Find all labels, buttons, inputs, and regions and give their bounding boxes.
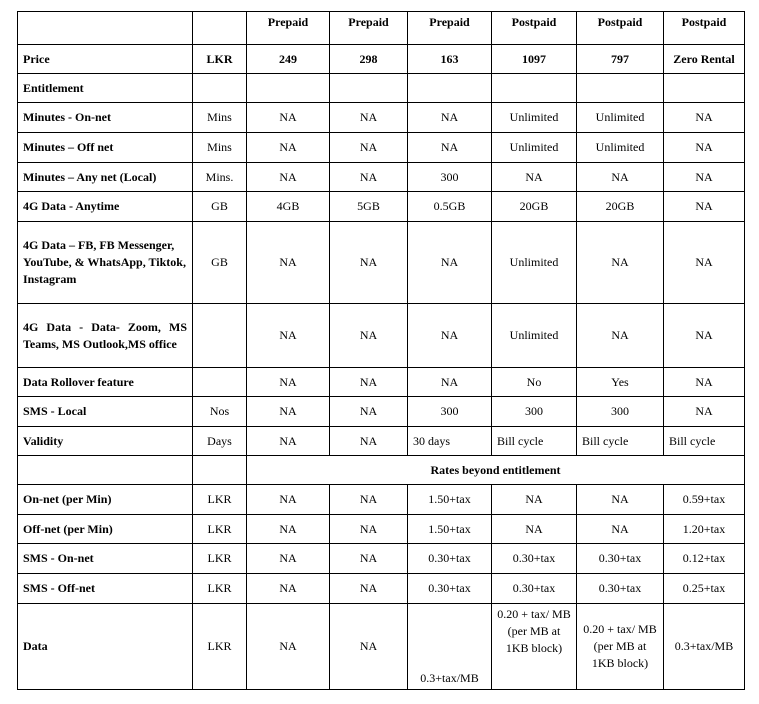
cell-value: Unlimited (492, 103, 577, 133)
cell-value: NA (247, 397, 330, 427)
cell-value: 20GB (577, 192, 664, 222)
row-label: SMS - On-net (18, 544, 193, 574)
cell-value: NA (408, 304, 492, 368)
cell-value: 1097 (492, 45, 577, 74)
cell-value: NA (330, 427, 408, 456)
section-row (18, 74, 745, 103)
section-label: Entitlement (18, 74, 193, 103)
cell-value: No (492, 368, 577, 397)
row-unit: LKR (193, 45, 247, 74)
cell-value: NA (247, 304, 330, 368)
cell-value: NA (247, 485, 330, 515)
cell-value: NA (247, 163, 330, 192)
cell-value: NA (492, 515, 577, 544)
cell-value: NA (408, 133, 492, 163)
cell-value: NA (330, 163, 408, 192)
cell-value: NA (247, 544, 330, 574)
cell-value: NA (247, 574, 330, 604)
cell-value: 163 (408, 45, 492, 74)
table-row (18, 397, 745, 427)
cell-value: Unlimited (492, 133, 577, 163)
cell-value: Bill cycle (577, 427, 664, 456)
row-label: 4G Data – FB, FB Messenger, YouTube, & WhatsApp, Tiktok, Instagram (18, 222, 193, 304)
cell-value: 4GB (247, 192, 330, 222)
cell-value: NA (408, 222, 492, 304)
cell-value: 0.30+tax (577, 544, 664, 574)
cell-value: 797 (577, 45, 664, 74)
row-unit: GB (193, 192, 247, 222)
cell-value: 1.50+tax (408, 485, 492, 515)
table-row (18, 515, 745, 544)
cell-value: NA (492, 163, 577, 192)
row-label (18, 456, 193, 485)
cell-value: 0.25+tax (664, 574, 745, 604)
cell-value: NA (330, 368, 408, 397)
cell-value: Bill cycle (664, 427, 745, 456)
cell-value: 1.50+tax (408, 515, 492, 544)
cell-value: Unlimited (577, 133, 664, 163)
cell-value: NA (247, 604, 330, 690)
table-row (18, 45, 745, 74)
table-row (18, 427, 745, 456)
cell-value: NA (577, 222, 664, 304)
plan-header: Prepaid (247, 12, 330, 45)
cell-value: NA (330, 574, 408, 604)
row-unit: LKR (193, 544, 247, 574)
cell-value: NA (330, 103, 408, 133)
table-row (18, 192, 745, 222)
cell-value: NA (408, 103, 492, 133)
cell-value: NA (330, 544, 408, 574)
cell-value: NA (247, 222, 330, 304)
cell-value: Bill cycle (492, 427, 577, 456)
empty-cell (247, 74, 330, 103)
cell-value: Zero Rental (664, 45, 745, 74)
cell-value: NA (330, 222, 408, 304)
row-unit: GB (193, 222, 247, 304)
cell-value: NA (577, 485, 664, 515)
cell-value: 0.30+tax (577, 574, 664, 604)
cell-value: 30 days (408, 427, 492, 456)
row-label: Data Rollover feature (18, 368, 193, 397)
row-unit: Mins. (193, 163, 247, 192)
plan-header: Prepaid (408, 12, 492, 45)
row-label: Minutes – Off net (18, 133, 193, 163)
cell-value: 249 (247, 45, 330, 74)
row-unit: LKR (193, 515, 247, 544)
cell-value: 0.5GB (408, 192, 492, 222)
cell-value: 5GB (330, 192, 408, 222)
table-row (18, 222, 745, 304)
row-unit: Nos (193, 397, 247, 427)
cell-value: NA (577, 304, 664, 368)
row-unit (193, 456, 247, 485)
cell-value: NA (330, 133, 408, 163)
cell-value: Yes (577, 368, 664, 397)
cell-value: NA (664, 368, 745, 397)
row-unit: LKR (193, 604, 247, 690)
cell-value: NA (330, 304, 408, 368)
empty-cell (664, 74, 745, 103)
cell-value: 0.3+tax/MB (408, 604, 492, 690)
row-label: Minutes - On-net (18, 103, 193, 133)
cell-value: 1.20+tax (664, 515, 745, 544)
row-label: Minutes – Any net (Local) (18, 163, 193, 192)
plan-header: Postpaid (577, 12, 664, 45)
tariff-table (17, 11, 745, 690)
row-label: SMS - Local (18, 397, 193, 427)
cell-value: Unlimited (577, 103, 664, 133)
cell-value: Unlimited (492, 304, 577, 368)
cell-value: NA (664, 192, 745, 222)
cell-value: 300 (408, 163, 492, 192)
cell-value: NA (247, 368, 330, 397)
empty-cell (577, 74, 664, 103)
empty-cell (492, 74, 577, 103)
cell-value: NA (330, 604, 408, 690)
table-row (18, 133, 745, 163)
cell-value: NA (330, 397, 408, 427)
empty-cell (330, 74, 408, 103)
header-blank-label (18, 12, 193, 45)
row-unit: LKR (193, 574, 247, 604)
row-label: Validity (18, 427, 193, 456)
cell-value: NA (664, 397, 745, 427)
cell-value: NA (408, 368, 492, 397)
cell-value: 0.30+tax (492, 544, 577, 574)
cell-value: 0.3+tax/MB (664, 604, 745, 690)
row-label: SMS - Off-net (18, 574, 193, 604)
table-row (18, 103, 745, 133)
row-unit: Days (193, 427, 247, 456)
cell-value: NA (664, 133, 745, 163)
cell-value: 300 (577, 397, 664, 427)
cell-value: 0.20 + tax/ MB (per MB at 1KB block) (577, 604, 664, 690)
table-row (18, 368, 745, 397)
row-label: Off-net (per Min) (18, 515, 193, 544)
cell-value: NA (577, 163, 664, 192)
cell-value: NA (247, 133, 330, 163)
row-label: 4G Data - Data- Zoom, MS Teams, MS Outlook,MS office (18, 304, 193, 368)
cell-value: 0.59+tax (664, 485, 745, 515)
cell-value: 20GB (492, 192, 577, 222)
row-label: 4G Data - Anytime (18, 192, 193, 222)
row-label: Data (18, 604, 193, 690)
cell-value: Unlimited (492, 222, 577, 304)
row-label: On-net (per Min) (18, 485, 193, 515)
cell-value: 0.12+tax (664, 544, 745, 574)
plan-header: Postpaid (492, 12, 577, 45)
cell-value: 298 (330, 45, 408, 74)
cell-value: 0.30+tax (492, 574, 577, 604)
table-row (18, 163, 745, 192)
cell-value: 300 (408, 397, 492, 427)
plan-header: Prepaid (330, 12, 408, 45)
cell-value: NA (247, 103, 330, 133)
cell-value: 0.30+tax (408, 574, 492, 604)
empty-cell (408, 74, 492, 103)
section-title: Rates beyond entitlement (247, 456, 745, 485)
cell-value: NA (247, 427, 330, 456)
cell-value: NA (664, 103, 745, 133)
cell-value: 300 (492, 397, 577, 427)
cell-value: NA (330, 485, 408, 515)
table-row (18, 544, 745, 574)
cell-value: 0.30+tax (408, 544, 492, 574)
cell-value: NA (577, 515, 664, 544)
row-unit: Mins (193, 133, 247, 163)
row-unit: Mins (193, 103, 247, 133)
section-row (18, 456, 745, 485)
cell-value: NA (492, 485, 577, 515)
cell-value: 0.20 + tax/ MB (per MB at 1KB block) (492, 604, 577, 690)
plan-header: Postpaid (664, 12, 745, 45)
header-blank-unit (193, 12, 247, 45)
cell-value: NA (664, 163, 745, 192)
cell-value: NA (330, 515, 408, 544)
row-unit (193, 368, 247, 397)
row-label: Price (18, 45, 193, 74)
table-row (18, 574, 745, 604)
cell-value: NA (664, 304, 745, 368)
row-unit (193, 304, 247, 368)
row-unit: LKR (193, 485, 247, 515)
cell-value: NA (664, 222, 745, 304)
table-row (18, 304, 745, 368)
table-row (18, 485, 745, 515)
table-row (18, 604, 745, 690)
empty-cell (193, 74, 247, 103)
cell-value: NA (247, 515, 330, 544)
header-row (18, 12, 745, 45)
